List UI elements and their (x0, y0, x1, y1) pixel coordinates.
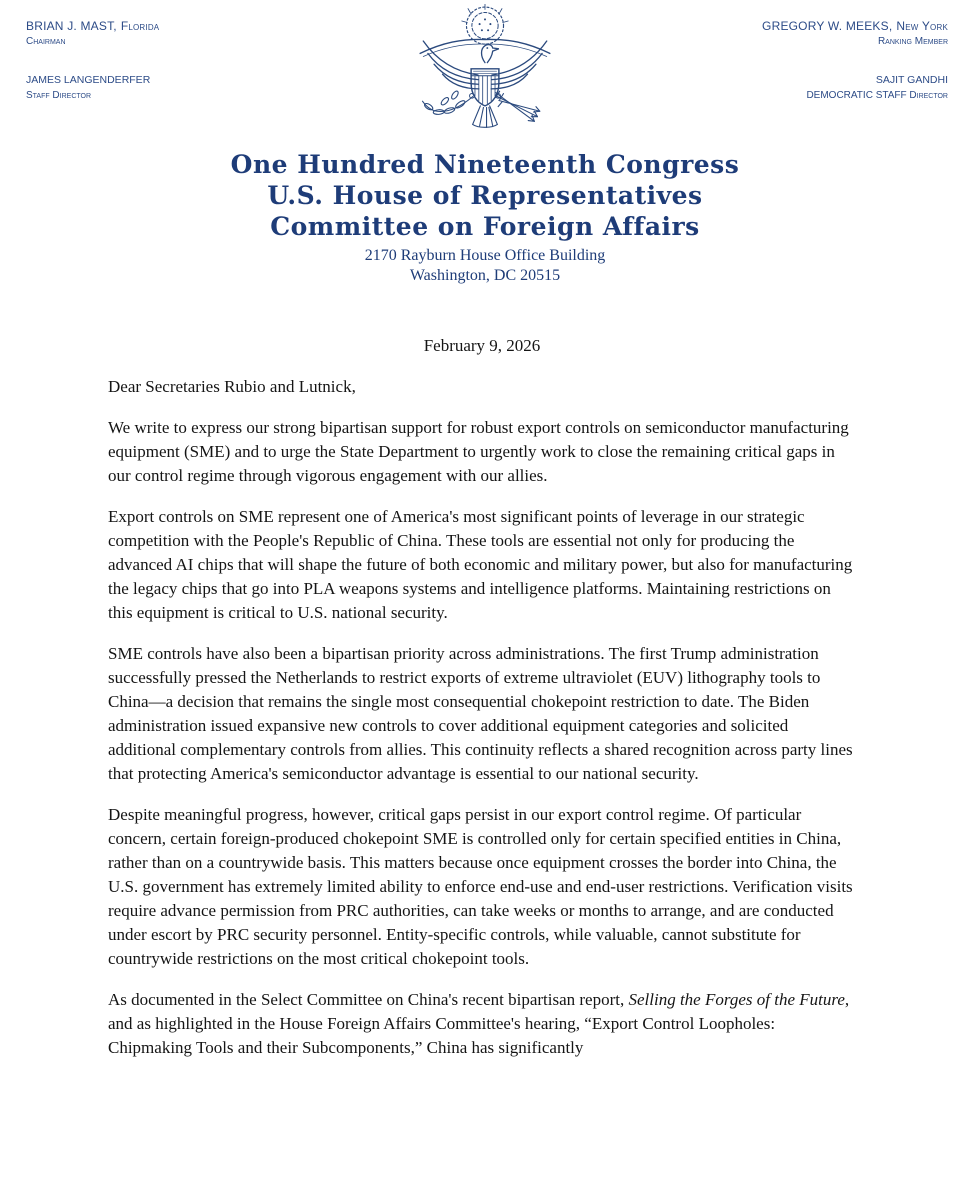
letter-paragraph (108, 416, 856, 488)
committee-line: Committee on Foreign Affairs (270, 212, 700, 241)
congress-line: One Hundred Nineteenth Congress (230, 150, 740, 179)
chamber-line: U.S. House of Representatives (267, 181, 703, 210)
letter-date: February 9, 2026 (423, 336, 541, 355)
ranking-member-title: Ranking Member (877, 36, 948, 47)
ranking-member-state: New York (896, 19, 948, 33)
letter-paragraph (108, 505, 856, 625)
address-building: 2170 Rayburn House Office Building (364, 247, 606, 264)
staff-director-name: JAMES LANGENDERFER (26, 74, 151, 86)
staff-director-block (26, 73, 159, 103)
olive-branch (422, 90, 472, 115)
chairman-name: BRIAN J. MAST, (26, 19, 117, 33)
staff-director-title: Staff Director (26, 90, 92, 101)
arrows-bundle (496, 91, 540, 121)
chairman-name-line (26, 19, 159, 33)
italic-text-run: Selling the Forges of the Future (628, 990, 845, 1009)
text-run: Despite meaningful progress, however, critical gaps persist in our export control regime. Of particular concern, certain foreign-produced chokepoint SME is controlled only for certain specified entities in China, rather than on a countrywide basis. This matters because once equipment crosses the border into China, the U.S. government has extremely limited ability to enforce end-use and end-user restrictions. Verification visits require advance permission from PRC authorities, can take weeks or months to arrange, and are conducted under escort by PRC security personnel. Entity-specific controls, while valuable, cannot substitute for countrywide restrictions on the most critical chokepoint tools. (108, 805, 853, 968)
democratic-staff-block (762, 73, 948, 103)
committee-address (0, 246, 970, 286)
letter-paragraph (108, 803, 856, 971)
democratic-staff-name: SAJIT GANDHI (875, 74, 948, 86)
eagle-tail (473, 106, 498, 128)
ranking-member-name: GREGORY W. MEEKS, (762, 19, 893, 33)
congress-heading (0, 149, 970, 286)
letterhead-left (26, 19, 159, 103)
salutation: Dear Secretaries Rubio and Lutnick, (108, 377, 356, 396)
letter-paragraphs (108, 416, 856, 1060)
text-run: As documented in the Select Committee on China's recent bipartisan report, (108, 990, 629, 1009)
chairman-state: Florida (120, 19, 160, 33)
great-seal-icon (400, 4, 570, 146)
ranking-member-name-line (762, 19, 948, 33)
address-city: Washington, DC 20515 (409, 267, 561, 284)
letterhead-right (762, 19, 948, 103)
text-run: We write to express our strong bipartisan support for robust export controls on semiconductor manufacturing equipment (SME) and to urge the State Department to urgently work to close the remaining critical gaps in our control regime through vigorous engagement with our allies. (108, 418, 849, 485)
letter-body (108, 334, 856, 1077)
text-run: , and as highlighted in the House Foreign Affairs Committee's hearing, “Export Control Loopholes: Chipmaking Tools and their Subcomponents,” China has significantly (108, 990, 850, 1057)
text-run: Export controls on SME represent one of America's most significant points of leverage in our strategic competition with the People's Republic of China. These tools are essential not only for producing the advanced AI chips that will shape the future of both economic and military power, but also for manufacturing the legacy chips that go into PLA weapons systems and intelligence platforms. Maintaining restrictions on this equipment is critical to U.S. national security. (108, 507, 853, 622)
glory-stars (479, 18, 492, 31)
text-run: SME controls have also been a bipartisan priority across administrations. The first Trump administration successfully pressed the Netherlands to restrict exports of extreme ultraviolet (EUV) lithography tools to China—a decision that remains the single most consequential chokepoint restriction to date. The Biden administration issued expansive new controls to cover additional equipment categories and solicited additional complementary controls from allies. This continuity reflects a shared recognition across party lines that protecting America's semiconductor advantage is essential to our national security. (108, 644, 853, 783)
letter-paragraph (108, 642, 856, 786)
letter-paragraph (108, 988, 856, 1060)
democratic-staff-title: DEMOCRATIC STAFF Director (806, 90, 948, 101)
eagle-wings (423, 41, 546, 89)
chairman-title: Chairman (26, 36, 66, 47)
